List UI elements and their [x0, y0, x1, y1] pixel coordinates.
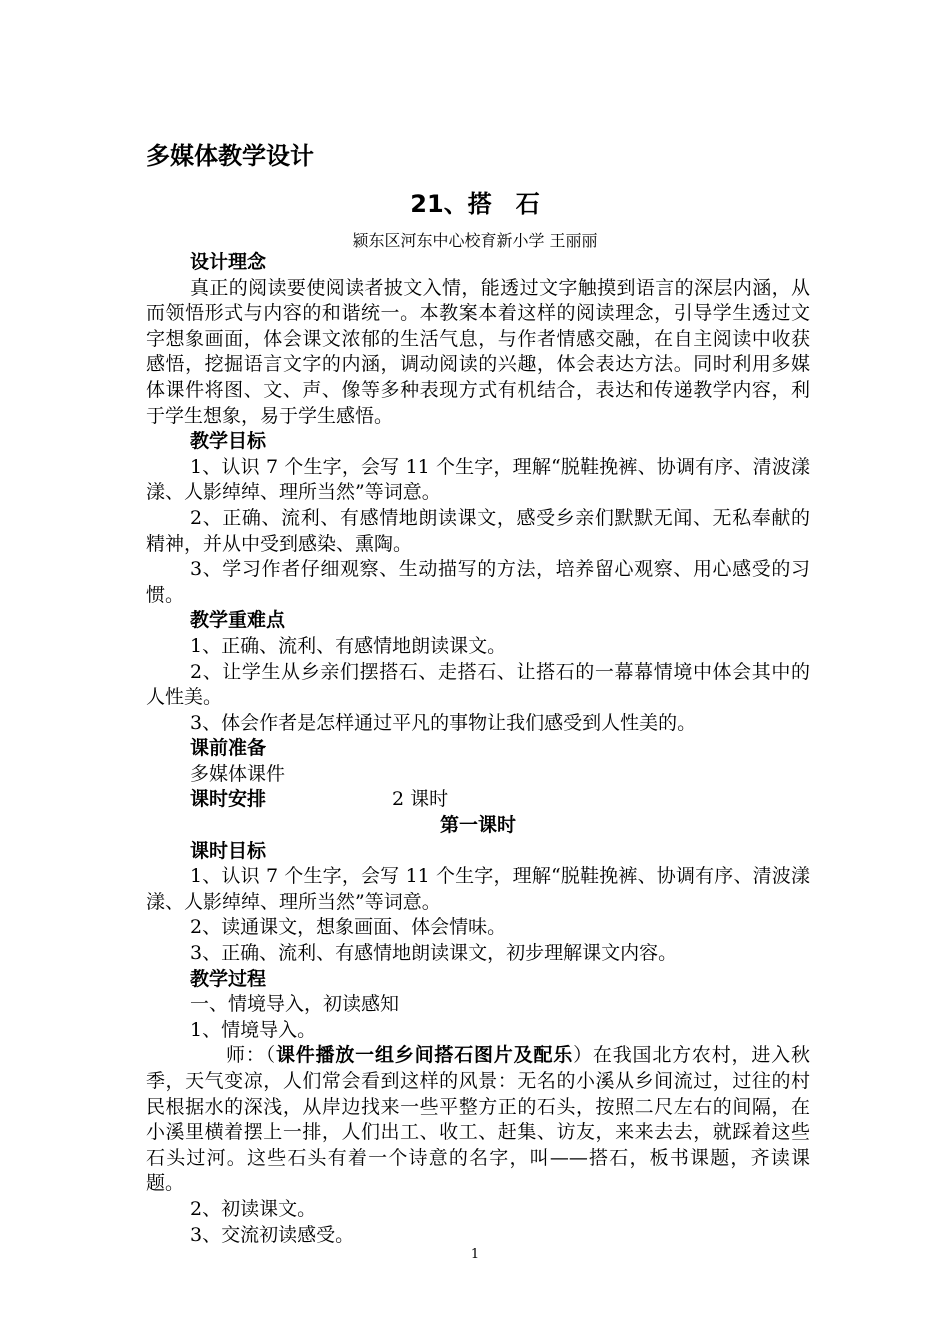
process-step: 3、交流初读感受。 [190, 1223, 355, 1246]
lesson-goals-heading: 课时目标 [190, 839, 267, 862]
teacher-media-cue: 课件播放一组乡间搭石图片及配乐 [275, 1044, 574, 1067]
key-points-heading: 教学重难点 [190, 609, 286, 632]
key-point-item: 3、体会作者是怎样通过平凡的事物让我们感受到人性美的。 [190, 711, 697, 734]
document-body [146, 250, 810, 1248]
schedule-label: 课时安排 [190, 788, 267, 811]
process-heading: 教学过程 [190, 967, 267, 990]
teacher-narration: ）在我国北方农村，进入秋季，天气变凉，人们常会看到这样的风景：无名的小溪从乡间流过，过往的村民根据水的深浅，从岸边找来一些平整方正的石头，按照二尺左右的间隔，在小溪里横着摆上一排，人们出工、收工、赶集、访友，来来去去，就踩着这些石头过河。这些石头有着一个诗意的名字，叫——搭石，板书课题，齐读课题。 [146, 1044, 810, 1195]
teacher-prefix: 师：（ [226, 1044, 276, 1067]
goal-item: 3、学习作者仔细观察、生动描写的方法，培养留心观察、用心感受的习惯。 [146, 558, 810, 606]
process-step: 1、情境导入。 [190, 1018, 317, 1041]
process-step: 2、初读课文。 [190, 1197, 317, 1220]
philosophy-heading: 设计理念 [190, 251, 267, 273]
teacher-script [146, 1043, 810, 1197]
author-line: 颍东区河东中心校育新小学 王丽丽 [352, 231, 598, 250]
schedule-row [146, 787, 810, 813]
process-step: 一、情境导入，初读感知 [190, 993, 400, 1016]
preparation-text: 多媒体课件 [190, 762, 286, 785]
goals-heading: 教学目标 [190, 430, 267, 453]
philosophy-text: 真正的阅读要使阅读者披文入情，能透过文字触摸到语言的深层内涵，从而领悟形式与内容的和谐统一。本教案本着这样的阅读理念，引导学生透过文字想象画面，体会课文浓郁的生活气息，与作者情感交融，在自主阅读中收获感悟，挖掘语言文字的内涵，调动阅读的兴趣，体会表达方法。同时利用多媒体课件将图、文、声、像等多种表现方式有机结合，表达和传递教学内容，利于学生想象，易于学生感悟。 [146, 276, 810, 427]
lesson-goal-item: 3、正确、流利、有感情地朗读课文，初步理解课文内容。 [190, 942, 678, 965]
goal-item: 1、认识 7 个生字，会写 11 个生字，理解“脱鞋挽裤、协调有序、清波漾漾、人影绰绰、理所当然”等词意。 [146, 455, 810, 504]
preparation-heading: 课前准备 [190, 737, 267, 760]
first-lesson-title: 第一课时 [439, 814, 516, 837]
page-number: 1 [470, 1247, 480, 1262]
key-point-item: 2、让学生从乡亲们摆搭石、走搭石、让搭石的一幕幕情境中体会其中的人性美。 [146, 660, 810, 709]
lesson-goal-item: 1、认识 7 个生字，会写 11 个生字，理解“脱鞋挽裤、协调有序、清波漾漾、人影绰绰、理所当然”等词意。 [146, 865, 810, 913]
schedule-value: 2 课时 [392, 788, 449, 811]
goal-item: 2、正确、流利、有感情地朗读课文，感受乡亲们默默无闻、无私奉献的精神，并从中受到感染、熏陶。 [146, 506, 810, 555]
lesson-title: 21、搭 石 [410, 190, 540, 218]
lesson-goal-item: 2、读通课文，想象画面、体会情味。 [190, 916, 507, 939]
document-header: 多媒体教学设计 [146, 142, 314, 170]
key-point-item: 1、正确、流利、有感情地朗读课文。 [190, 634, 507, 657]
